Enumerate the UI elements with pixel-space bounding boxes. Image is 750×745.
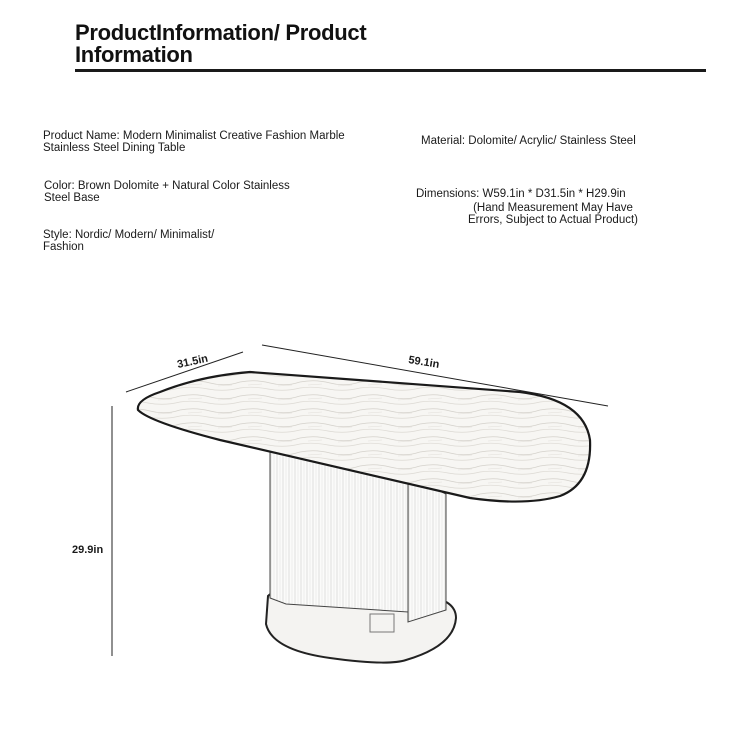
width-label: 59.1in (407, 354, 441, 371)
spec-dimensions-note: (Hand Measurement May Have Errors, Subject to Actual Product) (467, 202, 639, 226)
page-title: ProductInformation/ Product Information (75, 20, 367, 67)
spec-dimensions: Dimensions: W59.1in * D31.5in * H29.9in (416, 188, 626, 200)
height-label: 29.9in (72, 544, 104, 556)
spec-style: Style: Nordic/ Modern/ Minimalist/ Fashion (43, 229, 215, 253)
spec-material: Material: Dolomite/ Acrylic/ Stainless Steel (421, 135, 636, 147)
depth-label: 31.5in (176, 352, 210, 371)
pedestal-side (408, 476, 446, 622)
spec-product-name: Product Name: Modern Minimalist Creative Fashion Marble Stainless Steel Dining Table (43, 130, 345, 154)
spec-color: Color: Brown Dolomite + Natural Color Stainless Steel Base (44, 180, 290, 204)
